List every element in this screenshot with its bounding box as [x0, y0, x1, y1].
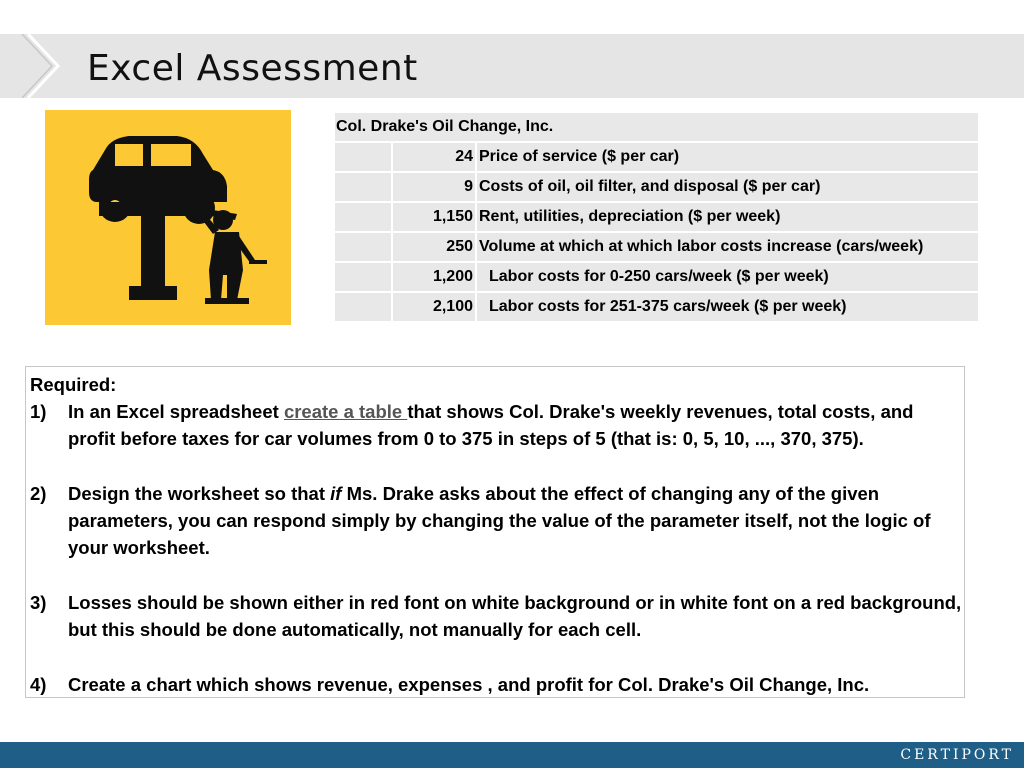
empty-cell: [334, 142, 392, 172]
param-value: 24: [392, 142, 476, 172]
requirements-box: [25, 366, 965, 698]
item-text-post: that shows Col. Drake's weekly revenues, total costs, and profit before taxes for car volumes from 0 to 375 in steps of 5 (that is: 0, 5, 10, ..., 370, 375).: [68, 401, 914, 449]
empty-cell: [334, 202, 392, 232]
table-row: [334, 232, 979, 262]
item-number: 2): [30, 483, 47, 504]
param-value: 1,150: [392, 202, 476, 232]
item-text: [68, 480, 964, 561]
empty-cell: [334, 292, 392, 322]
param-value: 9: [392, 172, 476, 202]
param-label: Price of service ($ per car): [476, 142, 979, 172]
create-table-link[interactable]: create a table: [283, 401, 408, 422]
item-number: 4): [30, 674, 47, 695]
item-emphasis: if: [330, 483, 342, 504]
param-label: Rent, utilities, depreciation ($ per week): [476, 202, 979, 232]
slide-title: Excel Assessment: [87, 48, 418, 89]
item-number: 3): [30, 592, 47, 613]
table-row: [334, 262, 979, 292]
table-title: Col. Drake's Oil Change, Inc.: [334, 112, 979, 142]
requirements-heading: Required:: [30, 374, 117, 395]
item-text: Losses should be shown either in red font on white background or in white font on a red background, but this should be done automatically, not manually for each cell.: [68, 592, 962, 640]
empty-cell: [334, 172, 392, 202]
param-value: 250: [392, 232, 476, 262]
table-row: [334, 142, 979, 172]
table-row: [334, 202, 979, 232]
chevron-right-icon: [18, 34, 66, 98]
item-number: 1): [30, 401, 47, 422]
table-row: [334, 292, 979, 322]
param-label: Labor costs for 251-375 cars/week ($ per week): [476, 292, 979, 322]
item-text-post: Ms. Drake asks about the effect of changing any of the given parameters, you can respond simply by changing the value of the parameter itself, not the logic of your worksheet.: [68, 483, 931, 558]
table-title-row: [334, 112, 979, 142]
param-label: Labor costs for 0-250 cars/week ($ per week): [476, 262, 979, 292]
parameters-table: [333, 111, 980, 323]
table-row: [334, 172, 979, 202]
empty-cell: [334, 262, 392, 292]
item-text: Create a chart which shows revenue, expenses , and profit for Col. Drake's Oil Change, Inc.: [68, 674, 870, 695]
param-label: Costs of oil, oil filter, and disposal ($ per car): [476, 172, 979, 202]
footer-bar: [0, 742, 1024, 768]
mechanic-car-lift-icon: [45, 110, 291, 325]
certiport-logo: CERTIPORT: [900, 747, 1014, 763]
item-text-pre: Design the worksheet so that: [68, 483, 331, 504]
param-label: Volume at which at which labor costs increase (cars/week): [476, 232, 979, 262]
item-text: [68, 398, 964, 452]
param-value: 2,100: [392, 292, 476, 322]
param-value: 1,200: [392, 262, 476, 292]
item-text-pre: In an Excel spreadsheet: [68, 401, 284, 422]
empty-cell: [334, 232, 392, 262]
